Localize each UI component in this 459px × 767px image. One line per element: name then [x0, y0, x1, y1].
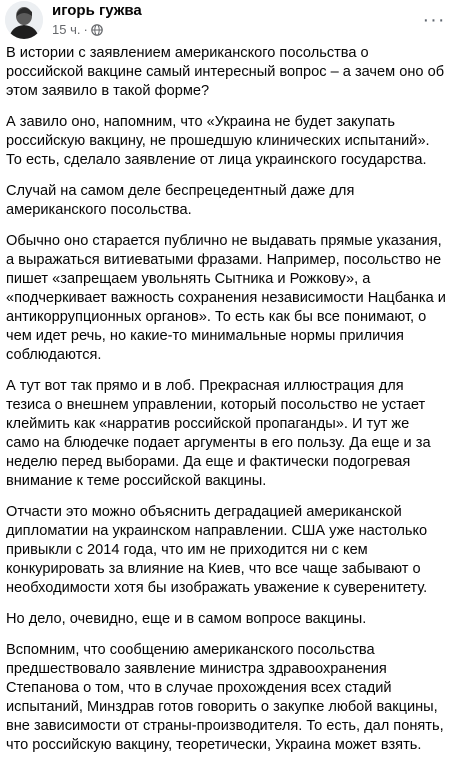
post-paragraph-8: Вспомним, что сообщению американского посольства предшествовало заявление министра здравоохранения Степанова о том, что в случае прохождения всех стадий испытаний, Минздрав готов говорить о закупке любой вакцины, вне зависимости от страны-производителя. То есть, дал понять, что российскую вакцину, теоретически, Украина может взять. — [6, 642, 444, 753]
post-paragraph-3: Случай на самом деле беспрецедентный даже для американского посольства. — [6, 183, 355, 218]
globe-icon[interactable] — [91, 24, 103, 36]
post-paragraph-1: В истории с заявлением американского посольства о российской вакцине самый интересный вопрос – а зачем оно об этом заявило в такой форме? — [6, 45, 445, 99]
avatar-portrait-image — [5, 1, 43, 39]
post-text — [6, 44, 446, 767]
post-meta — [52, 22, 103, 38]
post-header — [0, 0, 459, 44]
author-name[interactable]: игорь гужва — [52, 2, 142, 19]
post-paragraph-2: А завило оно, напомним, что «Украина не будет закупать российскую вакцину, не прошедшую клинических испытаний». То есть, сделало заявление от лица украинского государства. — [6, 114, 430, 168]
post-timestamp[interactable]: 15 ч. — [52, 22, 81, 37]
post-paragraph-7: Но дело, очевидно, еще и в самом вопросе вакцины. — [6, 611, 367, 627]
author-avatar[interactable] — [5, 1, 43, 39]
more-options-button[interactable] — [416, 2, 452, 38]
meta-separator: · — [83, 22, 88, 37]
post-paragraph-4: Обычно оно старается публично не выдавать прямые указания, а выражаться витиеватыми фразами. Например, посольство не пишет «запрещаем увольнять Сытника и Рожкову», а «подчеркивает важность сохранения независимости Нацбанка и антикоррупционных органов». То есть как бы все понимают, о чем идет речь, но какие-то минимальные нормы приличия соблюдаются. — [6, 233, 446, 363]
more-options-icon: ··· — [422, 9, 446, 31]
post-paragraph-5: А тут вот так прямо и в лоб. Прекрасная иллюстрация для тезиса о внешнем управлении, который посольство не устает клеймить как «нарратив российской пропаганды». И тут же само на блюдечке подает аргументы в его пользу. Да еще и за неделю перед выборами. Да еще и фактически подогревая внимание к теме российской вакцины. — [6, 378, 431, 489]
post-paragraph-6: Отчасти это можно объяснить деградацией американской дипломатии на украинском направлении. США уже настолько привыкли с 2014 года, что им не приходится ни с кем конкурировать за влияние на Киев, что все чаще забывают о необходимости хотя бы изображать уважение к суверенитету. — [6, 504, 428, 596]
